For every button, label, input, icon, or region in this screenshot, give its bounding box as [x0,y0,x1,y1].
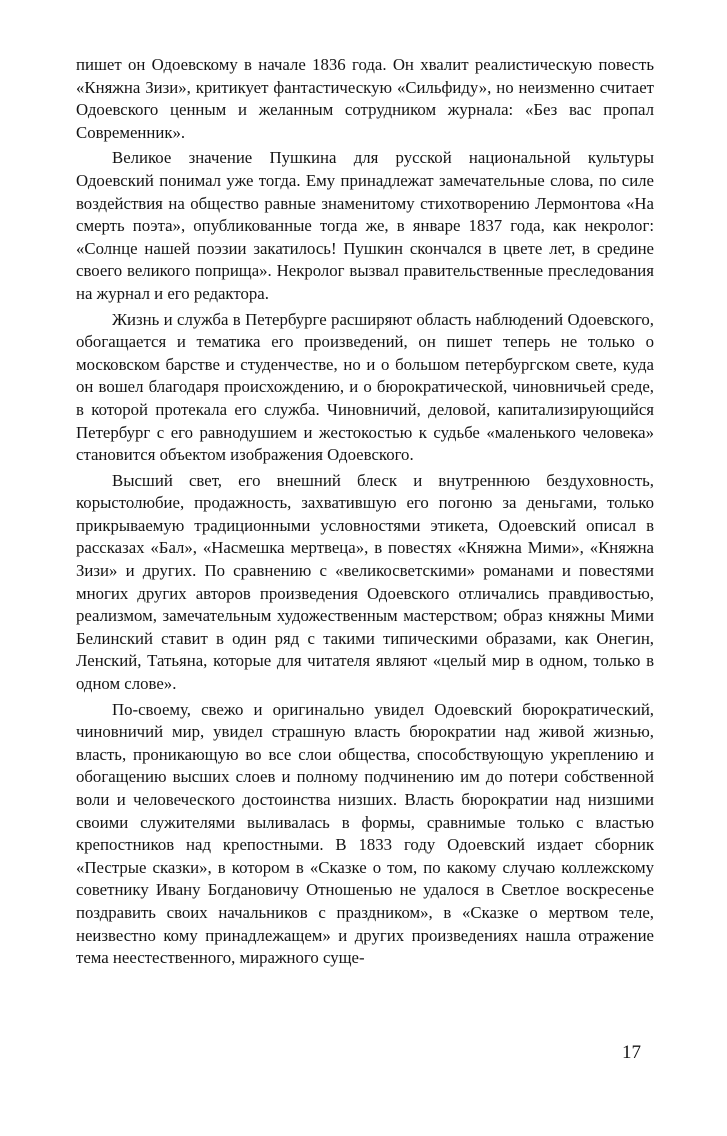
paragraph-2: Великое значение Пушкина для русской национальной культуры Одоевский понимал уже тогда. Ему принадлежат замечательные слова, по силе воздействия на общество равные знаменитому стихотворению Лермонтова «На смерть поэта», опубликованные тогда же, в январе 1837 года, как некролог: «Солнце нашей поэзии закатилось! Пушкин скончался в цвете лет, в средине своего великого поприща». Некролог вызвал правительственные преследования на журнал и его редактора. [76,148,654,303]
paragraph-4: Высший свет, его внешний блеск и внутреннюю бездуховность, корыстолюбие, продажность, захватившую его погоню за деньгами, только прикрываемую традиционными условностями этикета, Одоевский описал в рассказах «Бал», «Насмешка мертвеца», в повестях «Княжна Мими», «Княжна Зизи» и других. По сравнению с «великосветскими» романами и повестями многих других авторов произведения Одоевского отличались правдивостью, реализмом, замечательным художественным мастерством; образ княжны Мими Белинский ставит в один ряд с такими типическими образами, как Онегин, Ленский, Татьяна, которые для читателя являют «целый мир в одном, только в одном слове». [76,470,654,694]
paragraph-5: По-своему, свежо и оригинально увидел Одоевский бюрократический, чиновничий мир, увидел страшную власть бюрократии над живой жизнью, власть, проникающую во все слои общества, способствующую укреплению и обогащению высших слоев и полному подчинению им до потери собственной воли и человеческого достоинства низших. Власть бюрократии над низшими своими служителями выливалась в формы, сравнимые только с властью крепостников над крепостными. В 1833 году Одоевский издает сборник «Пестрые сказки», в котором в «Сказке о том, по какому случаю коллежскому советнику Ивану Богдановичу Отношенью не удалося в Светлое воскресенье поздравить своих начальников с праздником», в «Сказке о мертвом теле, неизвестно кому принадлежащем» и других произведениях нашла отражение тема неестественного, миражного суще- [76,699,654,968]
page-number: 17 [622,1042,641,1063]
paragraph-1: пишет он Одоевскому в начале 1836 года. Он хвалит реалистическую повесть «Княжна Зизи», критикует фантастическую «Сильфиду», но неизменно считает Одоевского ценным и желанным сотрудником журнала: «Без вас пропал Современник». [76,55,654,142]
paragraph-3: Жизнь и служба в Петербурге расширяют область наблюдений Одоевского, обогащается и тематика его произведений, он пишет теперь не только о московском барстве и студенчестве, но и о большом петербургском свете, куда он вошел благодаря происхождению, и о бюрократической, чиновничьей среде, в которой протекала его служба. Чиновничий, деловой, капитализирующийся Петербург с его равнодушием и жестокостью к судьбе «маленького человека» становится объектом изображения Одоевского. [76,309,654,465]
page-text [76,54,654,973]
